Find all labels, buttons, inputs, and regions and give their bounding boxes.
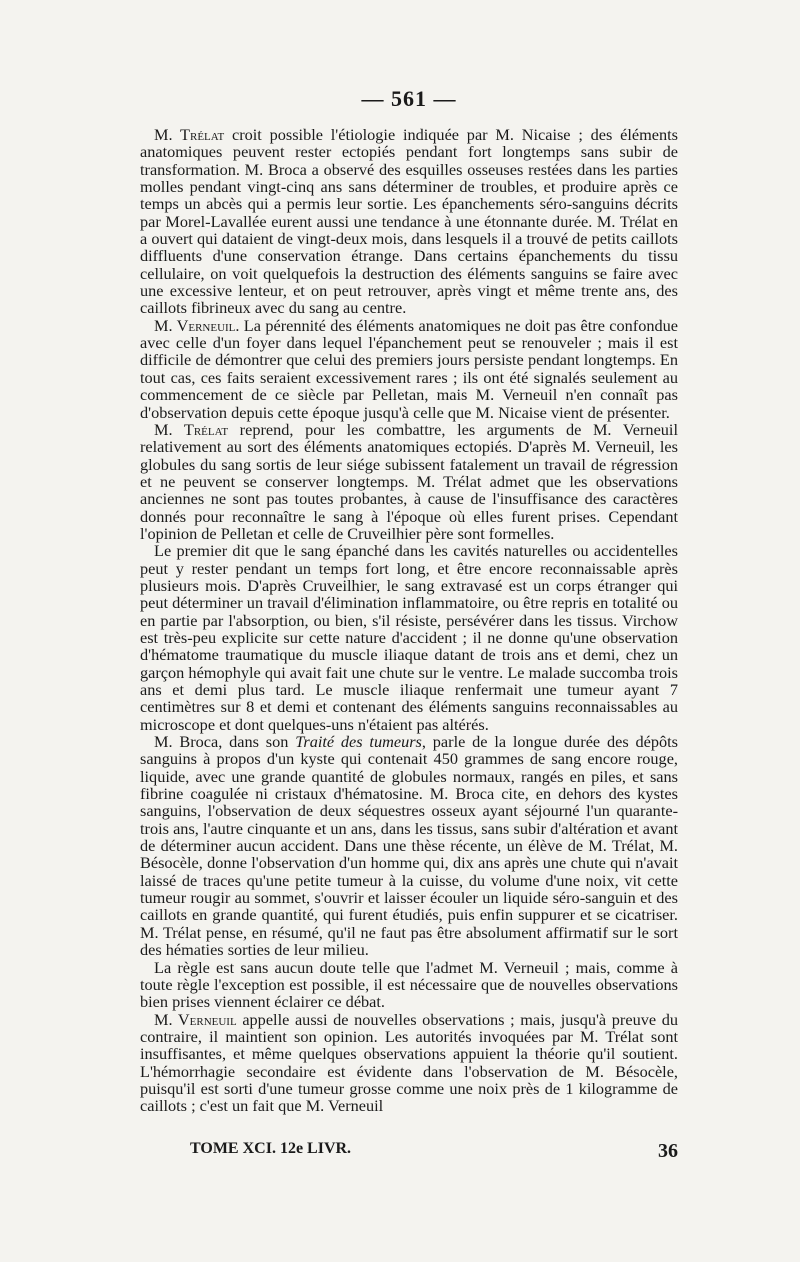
paragraph-text: La règle est sans aucun doute telle que l'admet M. Verneuil ; mais, comme à toute règle l'exception est possible, il est nécessaire que de nouvelles observations bien prises viennent éclairer ce débat. bbox=[140, 957, 678, 1012]
body-text bbox=[140, 126, 678, 1115]
paragraph-text: croit possible l'étiologie indiquée par M. Nicaise ; des éléments anatomiques peuvent rester ectopiés pendant fort longtemps sans subir de transformation. M. Broca a observé des esquilles osseuses restées dans les parties molles pendant vingt-cinq ans sans déterminer de troubles, et produire après ce temps un abcès qui a permis leur sortie. Les épanchements séro-sanguins décrits par Morel-Lavallée eurent aussi une tendance à une étonnante durée. M. Trélat en a ouvert qui dataient de vingt-deux mois, dans lesquels il a trouvé de petits caillots diffluents d'une conservation étrange. Dans certains épanchements du tissu cellulaire, on voit quelquefois la destruction des éléments sanguins se faire avec une excessive lenteur, et on peut retrouver, après vingt et même trente ans, des caillots fibrineux avec du sang au centre. bbox=[140, 125, 678, 318]
speaker-name: M. Verneuil. bbox=[154, 315, 240, 335]
signature-mark: TOME XCI. 12e LIVR. bbox=[190, 1140, 352, 1157]
paragraph-text: Le premier dit que le sang épanché dans les cavités naturelles ou accidentelles peut y rester pendant un temps fort long, et être encore reconnaissable après plusieurs mois. D'après Cruveilhier, le sang extravasé est un corps étranger qui peut déterminer un travail d'élimination inflammatoire, ou être repris en totalité ou en partie par l'absorption, ou bien, s'il résiste, persévérer dans les tissus. Virchow est très-peu explicite sur cette nature d'accident ; il ne donne qu'une observation d'hématome traumatique du muscle iliaque datant de trois ans et demi, chez un garçon hémophyle qui avait fait une chute sur le ventre. Le malade succomba trois ans et demi plus tard. Le muscle iliaque renfermait une tumeur ayant 7 centimètres sur 8 et demi et contenant des éléments sanguins reconnaissables au microscope et dont quelques-uns n'étaient pas altérés. bbox=[140, 541, 678, 734]
paragraph bbox=[140, 959, 678, 1011]
paragraph-text: , parle de la longue durée des dépôts sanguins à propos d'un kyste qui contenait 450 grammes de sang encore rouge, liquide, avec une grande quantité de globules normaux, rangés en piles, et sans fibrine coagulée ni cristaux d'hématosine. M. Broca cite, en dehors des kystes sanguins, l'observation de deux séquestres osseux ayant séjourné l'un quarante-trois ans, l'autre cinquante et un ans, dans les tissus, sans subir d'altération et avant de déterminer aucun accident. Dans une thèse récente, un élève de M. Trélat, M. Bésocèle, donne l'observation d'un homme qui, dix ans après une chute qui n'avait laissé de traces qu'une petite tumeur à la cuisse, du volume d'une noix, vit cette tumeur rougir au sommet, s'ouvrir et laisser écouler un liquide séro-sanguin et des caillots en grande quantité, qui furent étudiés, puis enfin suppurer et se cicatriser. M. Trélat pense, en résumé, qu'il ne faut pas être absolument affirmatif sur le sort des hématies sorties de leur milieu. bbox=[140, 732, 678, 960]
page-footer bbox=[190, 1140, 678, 1163]
paragraph-text-before: M. Broca, dans son bbox=[154, 732, 296, 752]
paragraph-text: reprend, pour les combattre, les arguments de M. Verneuil relativement au sort des éléments anatomiques ectopiés. D'après M. Verneuil, les globules du sang sortis de leur siége subissent fatalement un travail de régression et ne peuvent se conserver longtemps. M. Trélat admet que les observations anciennes ne sont pas toutes probantes, à cause de l'insuffisance des caractères donnés pour reconnaître le sang à l'époque où elles furent prises. Cependant l'opinion de Pelletan et celle de Cruveilhier père sont formelles. bbox=[140, 419, 678, 543]
paragraph bbox=[140, 126, 678, 317]
paragraph-text: appelle aussi de nouvelles observations ; mais, jusqu'à preuve du contraire, il maintient son opinion. Les autorités invoquées par M. Trélat sont insuffisantes, et même quelques observations appuient la théorie qu'il soutient. L'hémorrhagie secondaire est évidente dans l'observation de M. Bésocèle, puisqu'il est sorti d'une tumeur grosse comme une noix près de 1 kilogramme de caillots ; c'est un fait que M. Verneuil bbox=[140, 1009, 678, 1116]
paragraph bbox=[140, 733, 678, 958]
folio-number: 36 bbox=[658, 1140, 678, 1162]
paragraph bbox=[140, 542, 678, 733]
paragraph-text: La pérennité des éléments anatomiques ne doit pas être confondue avec celle d'un foyer dans lequel l'épanchement peut se renouveler ; mais il est difficile de démontrer que celui des premiers jours persiste pendant longtemps. En tout cas, ces faits seraient excessivement rares ; ils ont été signalés seulement au commencement de ce siècle par Pelletan, mais M. Verneuil n'en connaît pas d'observation depuis cette époque jusqu'à celle que M. Nicaise vient de présenter. bbox=[140, 315, 678, 422]
paragraph bbox=[140, 1011, 678, 1115]
paragraph bbox=[140, 421, 678, 542]
page-number: — 561 — bbox=[361, 86, 457, 111]
speaker-name: M. Trélat bbox=[154, 419, 229, 439]
paragraph bbox=[140, 317, 678, 421]
speaker-name: M. Verneuil bbox=[154, 1009, 237, 1029]
speaker-name: M. Trélat bbox=[154, 125, 225, 144]
book-title: Traité des tumeurs bbox=[295, 732, 422, 752]
